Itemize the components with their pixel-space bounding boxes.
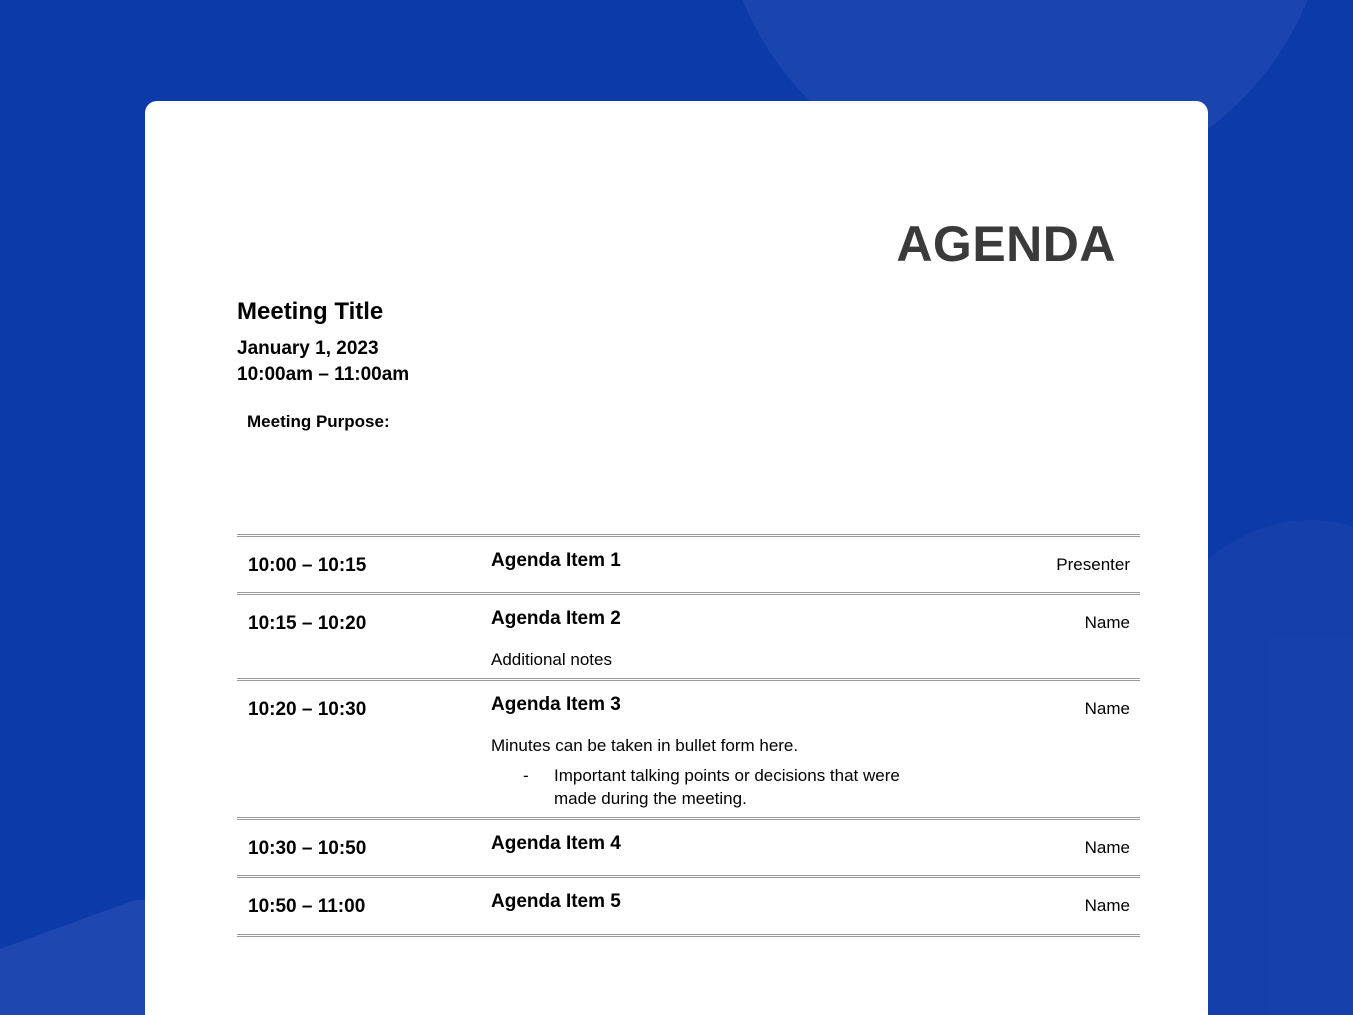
agenda-item [491,608,1011,670]
agenda-item-notes: Additional notes [491,650,612,669]
bullet-item [491,764,934,810]
agenda-table [237,534,1140,937]
document-page [145,101,1208,1015]
agenda-time: 10:00 – 10:15 [248,555,367,576]
page-heading: AGENDA [896,216,1116,272]
agenda-time: 10:50 – 11:00 [248,896,366,917]
meeting-date: January 1, 2023 [237,338,379,359]
agenda-item-title: Agenda Item 2 [491,608,621,629]
agenda-item-notes: Minutes can be taken in bullet form here. [491,736,799,755]
agenda-item [491,891,1011,913]
agenda-item [491,694,1011,810]
agenda-time: 10:15 – 10:20 [248,613,367,634]
agenda-item [491,550,1011,572]
meeting-time: 10:00am – 11:00am [237,364,410,385]
agenda-time: 10:30 – 10:50 [248,838,367,859]
agenda-time: 10:20 – 10:30 [248,699,367,720]
agenda-presenter: Name [1084,896,1130,915]
meeting-title: Meeting Title [237,298,384,325]
agenda-item-title: Agenda Item 3 [491,694,621,715]
agenda-row [237,820,1140,875]
agenda-row [237,595,1140,678]
agenda-item-title: Agenda Item 5 [491,891,621,912]
agenda-presenter: Name [1084,613,1130,632]
agenda-row [237,537,1140,592]
agenda-item [491,833,1011,855]
bullet-text: Important talking points or decisions that were made during the meeting. [554,766,900,808]
agenda-item-title: Agenda Item 4 [491,833,621,854]
agenda-presenter: Name [1084,838,1130,857]
row-divider [237,934,1140,937]
agenda-item-title: Agenda Item 1 [491,550,621,571]
agenda-presenter: Name [1084,699,1130,718]
meeting-purpose-label: Meeting Purpose: [247,412,390,431]
agenda-row [237,681,1140,817]
agenda-presenter: Presenter [1056,555,1130,574]
agenda-row [237,878,1140,934]
bullet-marker: - [523,766,529,785]
